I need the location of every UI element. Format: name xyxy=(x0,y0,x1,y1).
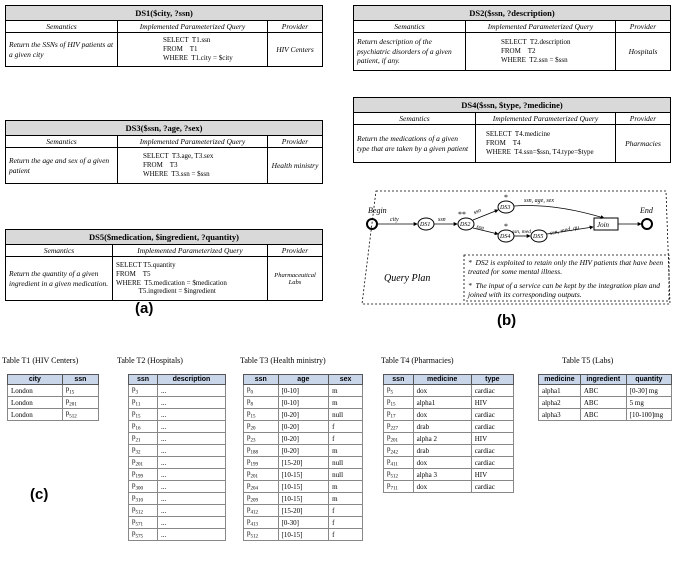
t2-cell: $p_3$ xyxy=(129,385,158,397)
t3-cell: $p_{512}$ xyxy=(244,529,279,541)
ds4-query-header: Implemented Parameterized Query xyxy=(476,113,616,125)
t4-caption: Table T4 (Pharmacies) xyxy=(381,356,454,365)
ds5-title: DS5($medication, $ingredient, ?quantity) xyxy=(6,230,323,245)
t4-row xyxy=(384,457,514,469)
ds4-semantics: Return the medications of a given type that are taken by a given patient xyxy=(354,125,476,163)
t4-table xyxy=(383,374,514,493)
ds1-query: SELECT T1.ssn FROM T1 WHERE T1.city = $city xyxy=(118,33,268,67)
t2-cell: $p_{11}$ xyxy=(129,397,158,409)
t3-cell: [15-20] xyxy=(278,457,329,469)
t1-row xyxy=(8,397,99,409)
t1-cell: $p_{15}$ xyxy=(62,385,98,397)
t2-row xyxy=(129,409,226,421)
t2-cell: $p_{201}$ xyxy=(129,457,158,469)
star-marker: * xyxy=(504,193,508,202)
t3-cell: m xyxy=(329,397,363,409)
t2-cell: ... xyxy=(157,493,225,505)
t2-cell: $p_{32}$ xyxy=(129,445,158,457)
t3-cell: [10-15] xyxy=(278,469,329,481)
t2-cell: ... xyxy=(157,529,225,541)
t3-cell: [10-15] xyxy=(278,493,329,505)
t3-cell: m xyxy=(329,481,363,493)
t5-col-header: medicine xyxy=(539,375,581,385)
t1-cell: London xyxy=(8,397,63,409)
t2-cell: ... xyxy=(157,481,225,493)
t1-col-header: city xyxy=(8,375,63,385)
t2-table xyxy=(128,374,226,541)
t1-caption: Table T1 (HIV Centers) xyxy=(2,356,79,365)
t4-cell: $p_{17}$ xyxy=(384,409,414,421)
t4-row xyxy=(384,433,514,445)
t2-cell: ... xyxy=(157,421,225,433)
t1-table xyxy=(7,374,99,421)
t2-cell: ... xyxy=(157,409,225,421)
t5-col-header: ingredient xyxy=(580,375,626,385)
ds3-semantics: Return the age and sex of a given patient xyxy=(6,148,118,184)
t3-cell: $p_{413}$ xyxy=(244,517,279,529)
double-star-marker: ** xyxy=(458,210,466,219)
t2-cell: $p_{310}$ xyxy=(129,493,158,505)
ds1-provider-header: Provider xyxy=(268,21,323,33)
edge-label-ssn-1: ssn xyxy=(438,217,446,223)
t4-cell: drab xyxy=(413,445,471,457)
star-marker: * xyxy=(504,222,508,231)
t4-cell: $p_{512}$ xyxy=(384,469,414,481)
t3-table xyxy=(243,374,363,541)
ds2-title: DS2($ssn, ?description) xyxy=(354,6,671,21)
t3-cell: m xyxy=(329,445,363,457)
t4-col-header: medicine xyxy=(413,375,471,385)
t2-row xyxy=(129,469,226,481)
t4-cell: cardiac xyxy=(471,457,513,469)
t5-cell: alpha2 xyxy=(539,397,581,409)
t3-cell: [10-15] xyxy=(278,481,329,493)
t3-cell: null xyxy=(329,457,363,469)
t3-row xyxy=(244,457,363,469)
ds5-table xyxy=(5,229,323,301)
t2-cell: ... xyxy=(157,469,225,481)
label-c: (c) xyxy=(30,486,49,503)
t3-cell: m xyxy=(329,385,363,397)
t2-col-header: description xyxy=(157,375,225,385)
ds3-table xyxy=(5,120,323,184)
t4-row xyxy=(384,445,514,457)
t2-cell: $p_{15}$ xyxy=(129,409,158,421)
ds3-query: SELECT T3.age, T3.sex FROM T3 WHERE T3.ssn = $ssn xyxy=(118,148,268,184)
t4-col-header: ssn xyxy=(384,375,414,385)
t4-cell: $p_5$ xyxy=(384,385,414,397)
t4-cell: HIV xyxy=(471,433,513,445)
t2-cell: $p_{571}$ xyxy=(129,517,158,529)
t2-cell: ... xyxy=(157,505,225,517)
t2-row xyxy=(129,397,226,409)
t1-cell: $p_{512}$ xyxy=(62,409,98,421)
t3-row xyxy=(244,421,363,433)
ds2-provider-header: Provider xyxy=(616,21,671,33)
t4-cell: dox xyxy=(413,457,471,469)
t3-row xyxy=(244,445,363,457)
t3-cell: $p_{15}$ xyxy=(244,409,279,421)
t2-cell: $p_{199}$ xyxy=(129,469,158,481)
t4-cell: $p_{15}$ xyxy=(384,397,414,409)
ds1-table xyxy=(5,5,323,67)
ds2-semantics-header: Semantics xyxy=(354,21,466,33)
t3-row xyxy=(244,433,363,445)
t2-row xyxy=(129,433,226,445)
end-label: End xyxy=(640,206,653,215)
ds4-query: SELECT T4.medicine FROM T4 WHERE T4.ssn=$ssn, T4.type=$type xyxy=(476,125,616,163)
t2-row xyxy=(129,481,226,493)
t3-cell: [0-20] xyxy=(278,445,329,457)
t4-cell: $p_{201}$ xyxy=(384,433,414,445)
t4-cell: drab xyxy=(413,421,471,433)
ds5-provider: Pharmaceutical Labs xyxy=(268,257,323,301)
plan-note-1-marker: * xyxy=(468,258,472,267)
t3-cell: [15-20] xyxy=(278,505,329,517)
t3-caption: Table T3 (Health ministry) xyxy=(240,356,326,365)
t4-row xyxy=(384,481,514,493)
t2-cell: ... xyxy=(157,457,225,469)
t3-cell: $p_{209}$ xyxy=(244,493,279,505)
t5-cell: ABC xyxy=(580,409,626,421)
t5-col-header: quantity xyxy=(626,375,671,385)
t1-cell: London xyxy=(8,409,63,421)
t3-cell: f xyxy=(329,517,363,529)
t5-cell: ABC xyxy=(580,385,626,397)
ds3-node-label: DS3 xyxy=(500,205,511,211)
t2-cell: ... xyxy=(157,517,225,529)
t2-cell: ... xyxy=(157,385,225,397)
t5-cell: [0-30] mg xyxy=(626,385,671,397)
t3-row xyxy=(244,505,363,517)
t3-cell: [0-10] xyxy=(278,385,329,397)
t5-table xyxy=(538,374,672,421)
t1-row xyxy=(8,385,99,397)
ds3-query-header: Implemented Parameterized Query xyxy=(118,136,268,148)
t3-cell: [0-30] xyxy=(278,517,329,529)
t2-row xyxy=(129,457,226,469)
plan-note-1 xyxy=(468,258,668,276)
query-plan-caption: Query Plan xyxy=(384,273,431,284)
t3-cell: f xyxy=(329,421,363,433)
t2-cell: ... xyxy=(157,397,225,409)
plan-note-2 xyxy=(468,281,668,299)
t4-cell: cardiac xyxy=(471,445,513,457)
ds2-query-header: Implemented Parameterized Query xyxy=(466,21,616,33)
t4-cell: cardiac xyxy=(471,409,513,421)
t4-col-header: type xyxy=(471,375,513,385)
t4-row xyxy=(384,385,514,397)
t5-caption: Table T5 (Labs) xyxy=(562,356,614,365)
t5-cell: alpha1 xyxy=(539,385,581,397)
edge-label-ssn-med: ssn, med xyxy=(512,229,531,235)
t3-cell: f xyxy=(329,529,363,541)
t2-row xyxy=(129,517,226,529)
t5-row xyxy=(539,409,672,421)
t1-col-header: ssn xyxy=(62,375,98,385)
ds5-provider-header: Provider xyxy=(268,245,323,257)
t4-cell: $p_{411}$ xyxy=(384,457,414,469)
join-label: Join xyxy=(597,221,610,229)
ds3-provider-header: Provider xyxy=(268,136,323,148)
plan-note-2-marker: * xyxy=(468,281,472,290)
t2-cell: ... xyxy=(157,445,225,457)
t4-row xyxy=(384,409,514,421)
t2-row xyxy=(129,493,226,505)
t2-cell: $p_{300}$ xyxy=(129,481,158,493)
ds5-semantics: Return the quantity of a given ingredient in a given medication. xyxy=(6,257,113,301)
t4-row xyxy=(384,397,514,409)
t2-col-header: ssn xyxy=(129,375,158,385)
t2-row xyxy=(129,505,226,517)
ds5-semantics-header: Semantics xyxy=(6,245,113,257)
t4-cell: $p_{227}$ xyxy=(384,421,414,433)
t3-row xyxy=(244,493,363,505)
t3-row xyxy=(244,397,363,409)
t3-cell: $p_{20}$ xyxy=(244,421,279,433)
t2-caption: Table T2 (Hospitals) xyxy=(117,356,183,365)
t2-cell: ... xyxy=(157,433,225,445)
t2-cell: $p_{575}$ xyxy=(129,529,158,541)
edge-ds3-join xyxy=(514,206,604,219)
begin-label: Begin xyxy=(368,206,387,215)
t1-cell: London xyxy=(8,385,63,397)
t3-cell: [0-20] xyxy=(278,421,329,433)
ds3-title: DS3($ssn, ?age, ?sex) xyxy=(6,121,323,136)
t3-row xyxy=(244,469,363,481)
ds4-title: DS4($ssn, $type, ?medicine) xyxy=(354,98,671,113)
t4-cell: $p_{242}$ xyxy=(384,445,414,457)
ds3-semantics-header: Semantics xyxy=(6,136,118,148)
ds5-query: SELECT T5.quantity FROM T5 WHERE T5.medication = $medication T5.ingredient = $ingredient xyxy=(113,257,268,301)
ds2-table xyxy=(353,5,671,71)
t2-row xyxy=(129,385,226,397)
t3-cell: null xyxy=(329,469,363,481)
t3-cell: $p_{23}$ xyxy=(244,433,279,445)
t3-cell: f xyxy=(329,433,363,445)
t2-cell: $p_{512}$ xyxy=(129,505,158,517)
t4-row xyxy=(384,421,514,433)
t1-row xyxy=(8,409,99,421)
t2-cell: $p_{16}$ xyxy=(129,421,158,433)
ds1-node-label: DS1 xyxy=(420,222,431,228)
plan-note-2-text: The input of a service can be kept by the integration plan and joined with its corresponding outputs. xyxy=(468,281,661,299)
ds5-node-label: DS5 xyxy=(533,234,544,240)
edge-label-ssn-2: ssn xyxy=(475,224,485,232)
t4-cell: $p_{711}$ xyxy=(384,481,414,493)
ds3-provider: Health ministry xyxy=(268,148,323,184)
t5-row xyxy=(539,397,672,409)
ds2-node-label: DS2 xyxy=(460,222,471,228)
edge-label-ssn-age-sex: ssn, age, sex xyxy=(524,198,554,204)
t5-cell: 5 mg xyxy=(626,397,671,409)
t2-row xyxy=(129,445,226,457)
label-b: (b) xyxy=(497,312,517,329)
t3-cell: $p_{412}$ xyxy=(244,505,279,517)
t3-col-header: age xyxy=(278,375,329,385)
t4-cell: HIV xyxy=(471,469,513,481)
t5-cell: ABC xyxy=(580,397,626,409)
ds4-provider: Pharmacies xyxy=(616,125,671,163)
t3-cell: $p_8$ xyxy=(244,397,279,409)
t2-row xyxy=(129,421,226,433)
t4-cell: alpha1 xyxy=(413,397,471,409)
t3-cell: $p_0$ xyxy=(244,385,279,397)
label-a: (a) xyxy=(135,300,154,317)
t5-cell: [10-100]mg xyxy=(626,409,671,421)
t4-cell: dox xyxy=(413,409,471,421)
ds2-provider: Hospitals xyxy=(616,33,671,71)
t3-cell: f xyxy=(329,505,363,517)
ds2-semantics: Return description of the psychiatric disorders of a given patient, if any. xyxy=(354,33,466,71)
t3-cell: [0-10] xyxy=(278,397,329,409)
t2-row xyxy=(129,529,226,541)
t3-cell: [0-20] xyxy=(278,409,329,421)
t4-cell: dox xyxy=(413,385,471,397)
t3-cell: $p_{199}$ xyxy=(244,457,279,469)
ds1-provider: HIV Centers xyxy=(268,33,323,67)
edge-label-city: city xyxy=(390,217,399,223)
t3-cell: [10-15] xyxy=(278,529,329,541)
t3-col-header: sex xyxy=(329,375,363,385)
t3-cell: $p_{201}$ xyxy=(244,469,279,481)
ds4-semantics-header: Semantics xyxy=(354,113,476,125)
ds1-query-header: Implemented Parameterized Query xyxy=(118,21,268,33)
ds2-query: SELECT T2.description FROM T2 WHERE T2.ssn = $ssn xyxy=(466,33,616,71)
begin-node xyxy=(367,219,377,229)
ds1-semantics: Return the SSNs of HIV patients at a given city xyxy=(6,33,118,67)
ds1-title: DS1($city, ?ssn) xyxy=(6,6,323,21)
ds4-table xyxy=(353,97,671,163)
t3-cell: [0-20] xyxy=(278,433,329,445)
t2-cell: $p_{21}$ xyxy=(129,433,158,445)
end-node xyxy=(642,219,652,229)
ds4-node-label: DS4 xyxy=(500,234,511,240)
t4-cell: HIV xyxy=(471,397,513,409)
plan-note-1-text: DS2 is exploited to retain only the HIV patients that have been treated for some mental illness. xyxy=(468,258,664,276)
t5-cell: alpha3 xyxy=(539,409,581,421)
t4-cell: alpha 3 xyxy=(413,469,471,481)
t3-cell: $p_{204}$ xyxy=(244,481,279,493)
ds5-query-header: Implemented Parameterized Query xyxy=(113,245,268,257)
edge-label-ssn-out: ssn xyxy=(472,207,483,217)
t3-cell: m xyxy=(329,493,363,505)
t3-row xyxy=(244,517,363,529)
t3-col-header: ssn xyxy=(244,375,279,385)
t4-cell: alpha 2 xyxy=(413,433,471,445)
edge-label-ssn-med-qu: ssn, med, qu xyxy=(549,224,580,237)
t3-cell: null xyxy=(329,409,363,421)
t4-cell: cardiac xyxy=(471,421,513,433)
t3-row xyxy=(244,529,363,541)
ds1-semantics-header: Semantics xyxy=(6,21,118,33)
t4-cell: cardiac xyxy=(471,481,513,493)
t3-row xyxy=(244,385,363,397)
t4-cell: dox xyxy=(413,481,471,493)
t1-cell: $p_{201}$ xyxy=(62,397,98,409)
t4-row xyxy=(384,469,514,481)
t4-cell: cardiac xyxy=(471,385,513,397)
t3-cell: $p_{188}$ xyxy=(244,445,279,457)
t5-row xyxy=(539,385,672,397)
ds4-provider-header: Provider xyxy=(616,113,671,125)
t3-row xyxy=(244,481,363,493)
t3-row xyxy=(244,409,363,421)
